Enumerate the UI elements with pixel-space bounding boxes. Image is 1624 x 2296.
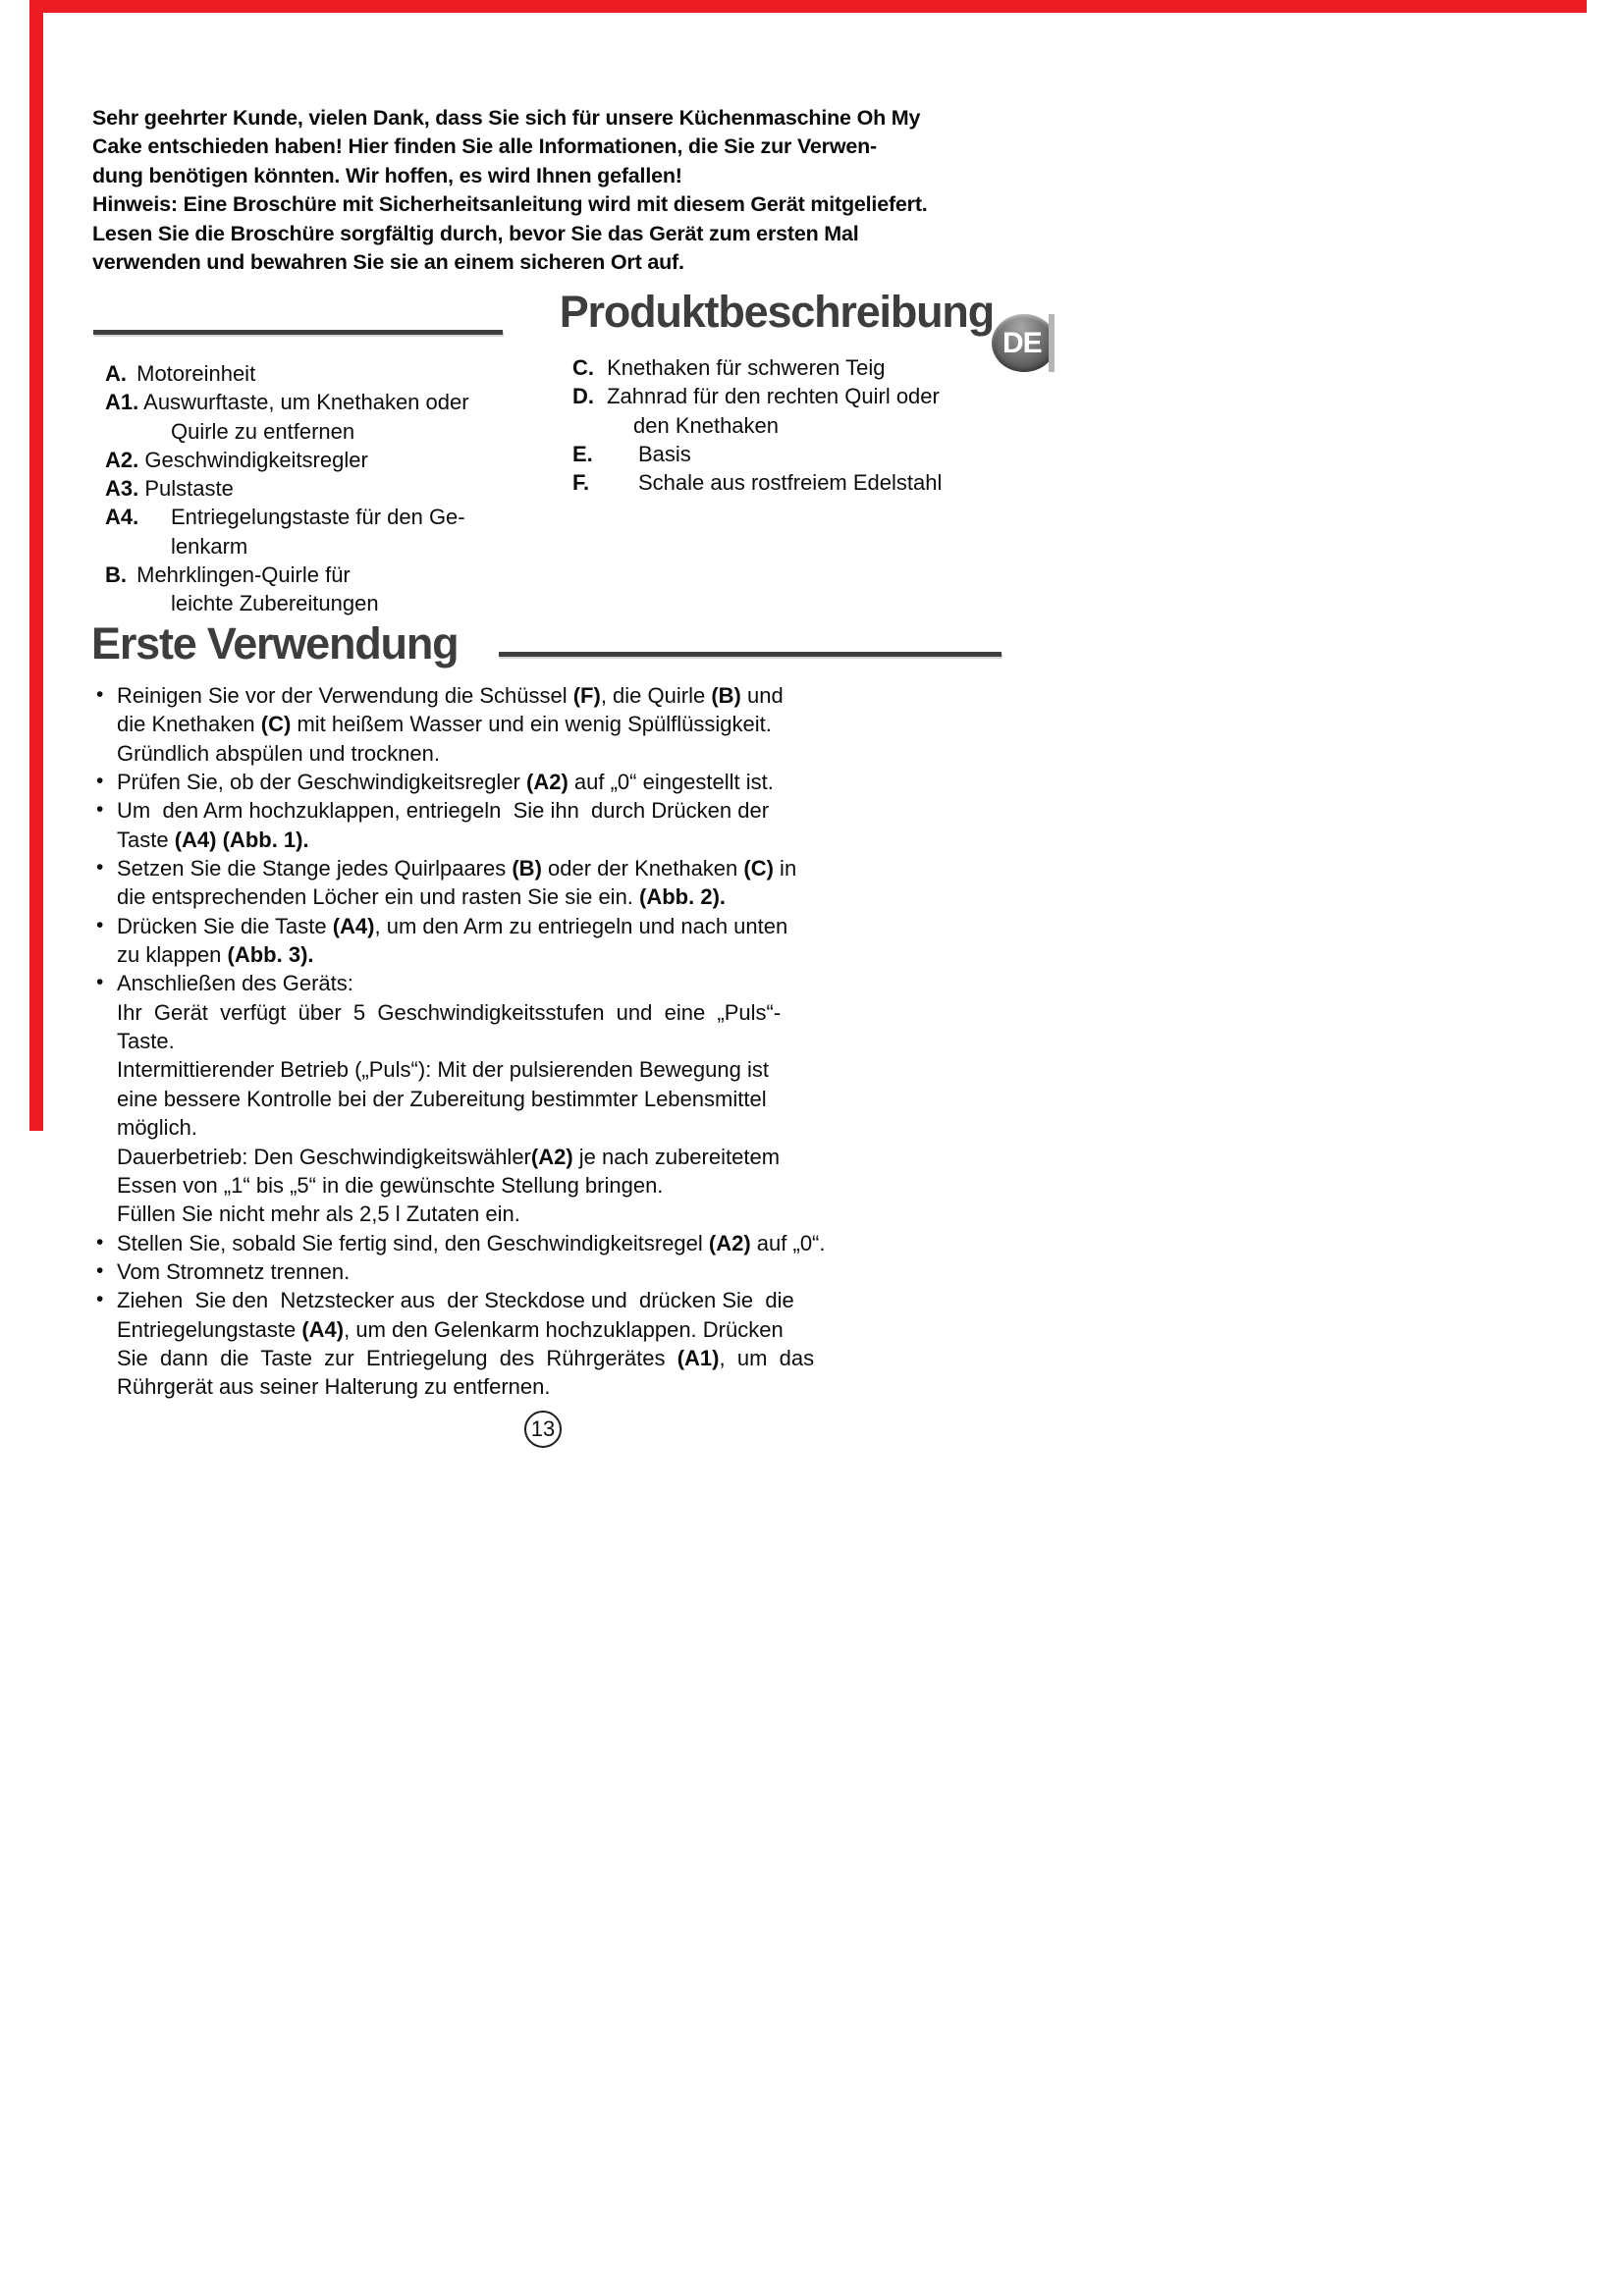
- bullet-continuation-line: Dauerbetrieb: Den Geschwindigkeitswähler(A2) je nach zubereitetem: [117, 1144, 781, 1169]
- parts-list-right: [572, 353, 942, 497]
- bullet-line: • Setzen Sie die Stange jedes Quirlpaares (B) oder der Knethaken (C) in: [95, 854, 826, 882]
- bullet-continuation-line: eine bessere Kontrolle bei der Zubereitung bestimmter Lebensmittel: [117, 1086, 767, 1111]
- bullet-marker: •: [96, 683, 104, 706]
- page-number-circle: [524, 1411, 562, 1448]
- first-use-rule: [499, 652, 1001, 657]
- part-list-line: A1. Auswurftaste, um Knethaken oder: [105, 390, 469, 415]
- product-description-title: Produktbeschreibung: [559, 287, 994, 337]
- part-list-line: A4. Entriegelungstaste für den Ge-: [105, 505, 465, 530]
- bullet-continuation-line: möglich.: [117, 1115, 197, 1141]
- bullet-marker: •: [96, 971, 104, 994]
- part-list-line: F. Schale aus rostfreiem Edelstahl: [572, 470, 943, 496]
- text-line: Cake entschieden haben! Hier finden Sie alle Informationen, die Sie zur Verwen-: [92, 134, 878, 159]
- bullet-marker: •: [96, 798, 104, 822]
- part-list-line: A. Motoreinheit: [105, 361, 256, 386]
- bullet-continuation-line: Rührgerät aus seiner Halterung zu entfernen.: [117, 1374, 551, 1400]
- part-list-line: C. Knethaken für schweren Teig: [572, 355, 886, 380]
- bullet-continuation-line: Essen von „1“ bis „5“ in die gewünschte Stellung bringen.: [117, 1172, 664, 1198]
- bullet-line: • Drücken Sie die Taste (A4), um den Arm zu entriegeln und nach unten: [95, 912, 826, 940]
- bullet-marker: •: [96, 1258, 104, 1282]
- text-line: Lesen Sie die Broschüre sorgfältig durch, bevor Sie das Gerät zum ersten Mal: [92, 221, 859, 245]
- bullet-line: • Um den Arm hochzuklappen, entriegeln Sie ihn durch Drücken der: [95, 796, 826, 825]
- bullet-continuation-line: Füllen Sie nicht mehr als 2,5 l Zutaten ein.: [117, 1201, 520, 1227]
- part-list-line: A2. Geschwindigkeitsregler: [105, 447, 368, 472]
- bullet-continuation-line: Taste.: [117, 1029, 175, 1054]
- bullet-continuation-line: zu klappen (Abb. 3).: [117, 942, 314, 968]
- part-list-line: B. Mehrklingen-Quirle für: [105, 562, 351, 588]
- bullet-continuation-line: Taste (A4) (Abb. 1).: [117, 827, 309, 852]
- part-list-line: den Knethaken: [633, 412, 780, 438]
- badge-label: DE: [1002, 327, 1042, 359]
- bullet-continuation-line: Intermittierender Betrieb („Puls“): Mit der pulsierenden Bewegung ist: [117, 1057, 769, 1083]
- bullet-line: • Ziehen Sie den Netzstecker aus der Steckdose und drücken Sie die: [95, 1286, 826, 1314]
- red-top-border: [35, 0, 1587, 13]
- part-list-line: leichte Zubereitungen: [171, 591, 379, 616]
- bullet-marker: •: [96, 856, 104, 880]
- bullet-marker: •: [96, 1230, 104, 1254]
- text-line: verwenden und bewahren Sie sie an einem sicheren Ort auf.: [92, 249, 684, 274]
- page-number: 13: [530, 1416, 556, 1441]
- bullet-line: • Stellen Sie, sobald Sie fertig sind, den Geschwindigkeitsregel (A2) auf „0“.: [95, 1229, 826, 1257]
- first-use-instructions: [95, 681, 826, 1402]
- bullet-continuation-line: die Knethaken (C) mit heißem Wasser und ein wenig Spülflüssigkeit.: [117, 712, 772, 737]
- text-line: dung benötigen könnten. Wir hoffen, es wird Ihnen gefallen!: [92, 163, 682, 187]
- de-language-badge: [992, 314, 1050, 372]
- bullet-line: • Prüfen Sie, ob der Geschwindigkeitsregler (A2) auf „0“ eingestellt ist.: [95, 768, 826, 796]
- bullet-continuation-line: Entriegelungstaste (A4), um den Gelenkarm hochzuklappen. Drücken: [117, 1316, 784, 1342]
- bullet-marker: •: [96, 1288, 104, 1311]
- part-list-line: E. Basis: [572, 441, 691, 466]
- parts-list-left: [105, 359, 469, 618]
- bullet-line: • Reinigen Sie vor der Verwendung die Schüssel (F), die Quirle (B) und: [95, 681, 826, 710]
- bullet-line: • Anschließen des Geräts:: [95, 969, 826, 997]
- bullet-continuation-line: Sie dann die Taste zur Entriegelung des Rührgerätes (A1), um das: [117, 1345, 815, 1370]
- intro-paragraph: [92, 104, 928, 277]
- bullet-continuation-line: die entsprechenden Löcher ein und rasten Sie sie ein. (Abb. 2).: [117, 884, 727, 910]
- part-list-line: A3. Pulstaste: [105, 476, 234, 502]
- bullet-marker: •: [96, 913, 104, 936]
- bullet-continuation-line: Gründlich abspülen und trocknen.: [117, 740, 440, 766]
- bullet-continuation-line: Ihr Gerät verfügt über 5 Geschwindigkeitsstufen und eine „Puls“-: [117, 999, 782, 1025]
- bullet-line: • Vom Stromnetz trennen.: [95, 1257, 826, 1286]
- text-line: Sehr geehrter Kunde, vielen Dank, dass Sie sich für unsere Küchenmaschine Oh My: [92, 106, 921, 130]
- part-list-line: D. Zahnrad für den rechten Quirl oder: [572, 384, 940, 409]
- part-list-line: Quirle zu entfernen: [171, 418, 355, 444]
- red-left-border: [29, 0, 43, 1131]
- product-description-rule: [93, 330, 503, 335]
- text-line: Hinweis: Eine Broschüre mit Sicherheitsanleitung wird mit diesem Gerät mitgeliefert.: [92, 192, 928, 217]
- scan-edge-strip: [1049, 314, 1055, 372]
- first-use-title: Erste Verwendung: [91, 618, 459, 668]
- bullet-marker: •: [96, 770, 104, 793]
- part-list-line: lenkarm: [171, 533, 248, 559]
